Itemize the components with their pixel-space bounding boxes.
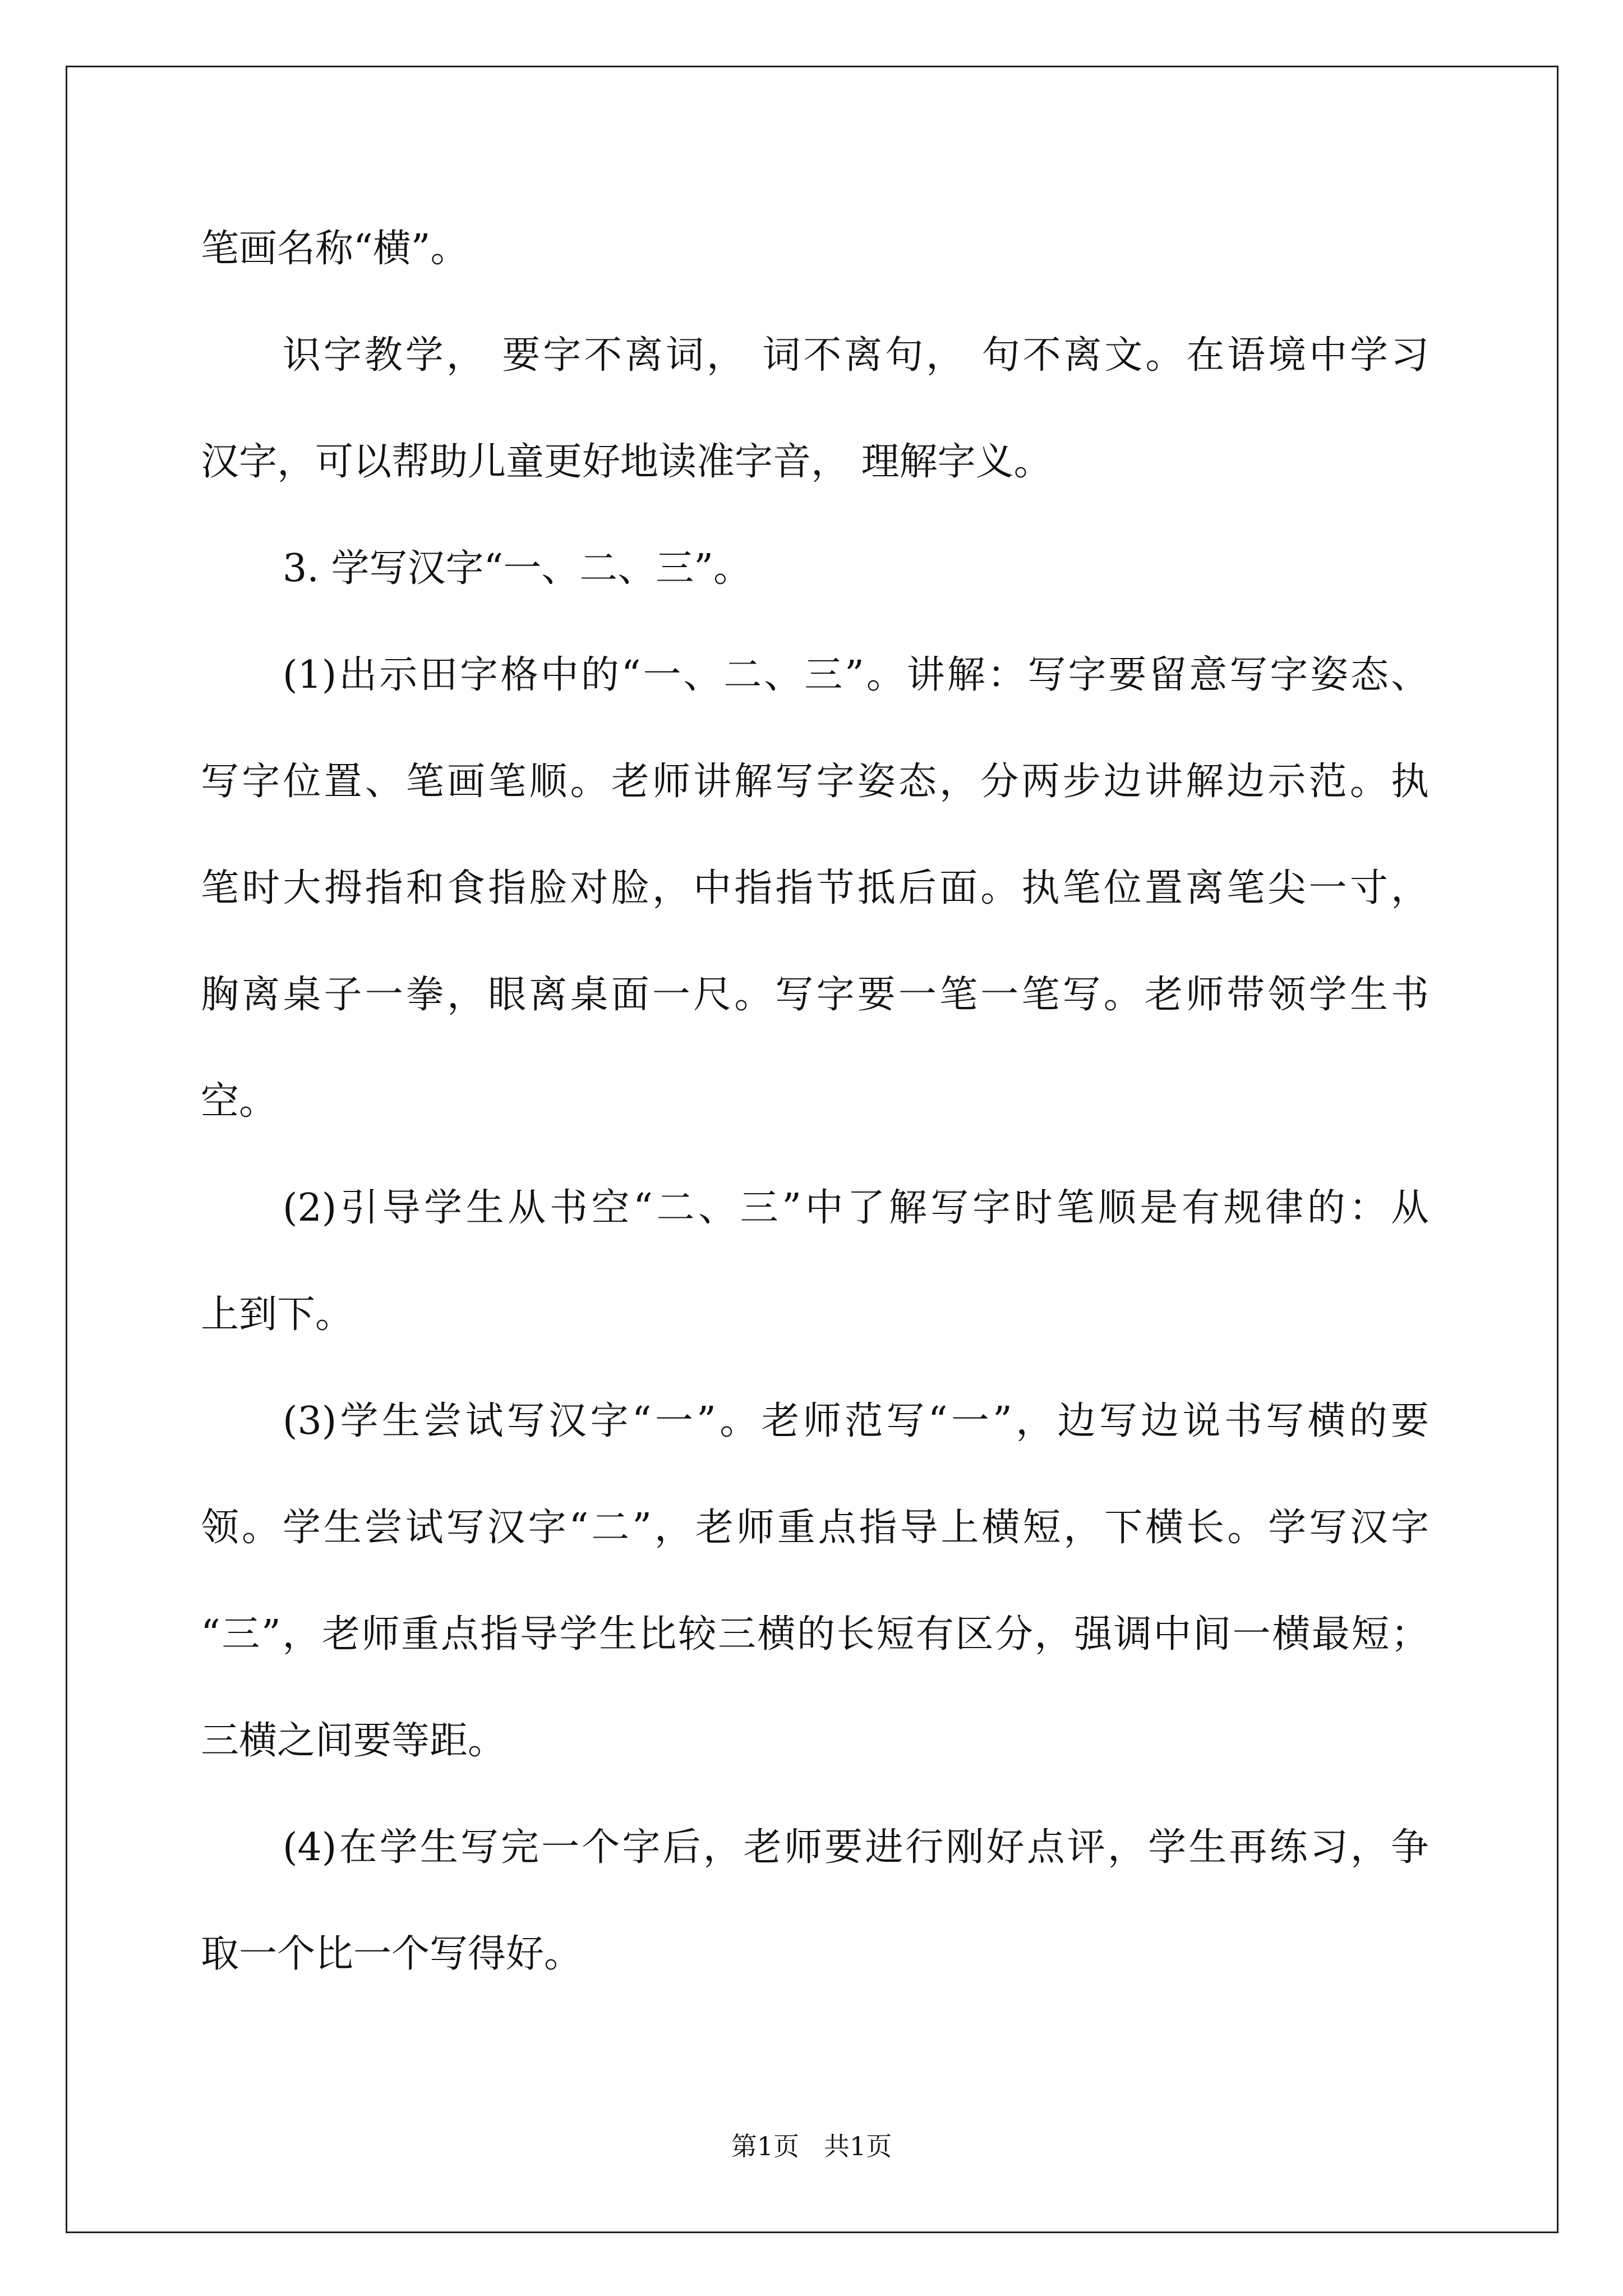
text-line: 胸离桌子一拳，眼离桌面一尺。写字要一笔一笔写。老师带领学生书 xyxy=(201,973,1429,1017)
text-line: 空。 xyxy=(201,1079,278,1124)
text-line: (3)学生尝试写汉字“一”。老师范写“一”，边写边说书写横的要 xyxy=(283,1399,1429,1443)
text-line: 上到下。 xyxy=(201,1292,354,1337)
text-line: 识字教学， 要字不离词， 词不离句， 句不离文。在语境中学习 xyxy=(283,333,1429,378)
paragraph xyxy=(201,622,1429,1155)
paragraph xyxy=(201,1368,1429,1795)
text-line: 取一个比一个写得好。 xyxy=(201,1932,583,1976)
text-line: (4)在学生写完一个字后，老师要进行刚好点评，学生再练习，争 xyxy=(283,1825,1429,1870)
paragraph xyxy=(201,516,1429,622)
page-number: 第1页 xyxy=(731,2131,799,2161)
text-line: (1)出示田字格中的“一、二、三”。讲解：写字要留意写字姿态、 xyxy=(283,653,1429,697)
text-line: 领。学生尝试写汉字“二”，老师重点指导上横短，下横长。学写汉字 xyxy=(201,1506,1429,1550)
document-body xyxy=(201,196,1429,2008)
paragraph xyxy=(201,1795,1429,2008)
page-total: 共1页 xyxy=(824,2131,892,2161)
paragraph xyxy=(201,302,1429,516)
section-heading: 3. 学写汉字“一、二、三”。 xyxy=(283,546,752,591)
text-line: (2)引导学生从书空“二、三”中了解写字时笔顺是有规律的：从 xyxy=(283,1186,1429,1230)
text-line: 笔时大拇指和食指脸对脸，中指指节抵后面。执笔位置离笔尖一寸， xyxy=(201,866,1429,910)
text-line: “三”，老师重点指导学生比较三横的长短有区分，强调中间一横最短； xyxy=(201,1612,1429,1657)
text-line: 三横之间要等距。 xyxy=(201,1719,506,1763)
paragraph xyxy=(201,1155,1429,1368)
text-line: 写字位置、笔画笔顺。老师讲解写字姿态，分两步边讲解边示范。执 xyxy=(201,760,1429,804)
text-line: 汉字，可以帮助儿童更好地读准字音， 理解字义。 xyxy=(201,440,1052,484)
paragraph xyxy=(201,196,1429,302)
page-footer xyxy=(0,2131,1623,2162)
text-line: 笔画名称“横”。 xyxy=(201,227,469,271)
